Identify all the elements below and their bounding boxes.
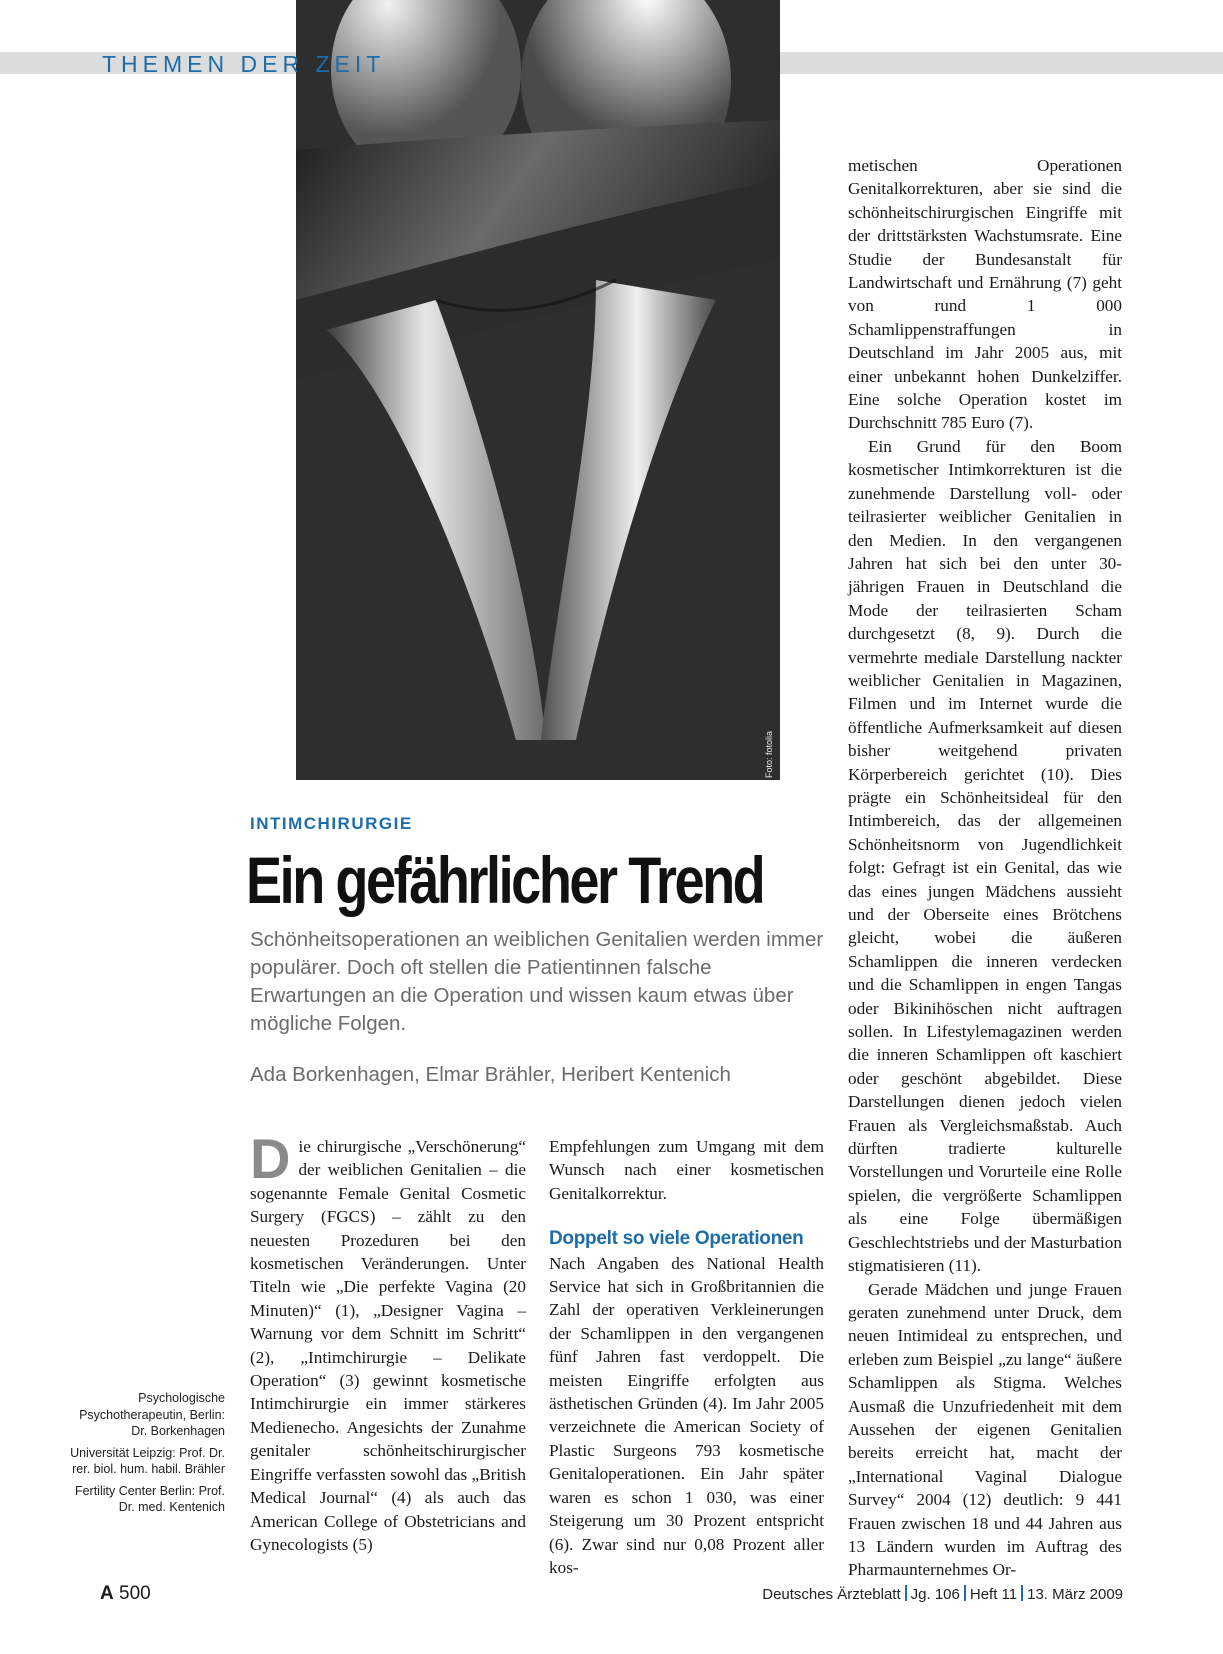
subheading: Doppelt so viele Operationen (549, 1228, 804, 1250)
affiliation: Fertility Center Berlin: Prof. Dr. med. Kentenich (74, 1483, 225, 1514)
article-authors: Ada Borkenhagen, Elmar Brähler, Heribert Kentenich (250, 1063, 731, 1086)
separator (1021, 1585, 1023, 1601)
intro-text: ie chirurgische „Verschönerung“ der weiblichen Genitalien – die sogenannte Female Genital Cosmetic Surgery (FGCS) – zählt zu den neuesten Prozeduren bei den kosmetischen Veränderungen. Unter Titeln wie „Die perfekte Vagina (20 Minuten)“ (1), „Designer Vagina – Warnung vor dem Schnitt im Schritt“ (2), „Intimchirurgie – Delikate Operation“ (3) gewinnt kosmetische Intimchirurgie ein immer stärkeres Medienecho. Angesichts der Zunahme genitaler schönheitschirurgischer Eingriffe verfassten sowohl das „British Medical Journal“ (4) als auch das American College of Obstetricians and Gynecologists (5) (250, 1137, 526, 1554)
article-lead: Schönheitsoperationen an weiblichen Genitalien werden immer populärer. Doch oft stellen die Patientinnen falsche Erwartungen an die Operation und wissen kaum etwas über mögliche Folgen. (250, 928, 824, 1035)
journal-name: Deutsches Ärzteblatt (762, 1586, 901, 1603)
issue-date: 13. März 2009 (1027, 1586, 1123, 1603)
page-number-value: 500 (119, 1583, 151, 1604)
paragraph: Gerade Mädchen und junge Frauen geraten zunehmend unter Druck, dem neuen Intimideal zu entsprechen, und erleben zum Beispiel „zu lange“ äußere Schamlippen als Stigma. Welches Ausmaß die Unzufriedenheit mit dem Aussehen der eigenen Genitalien bereits erreicht hat, macht der „International Vaginal Dialogue Survey“ 2004 (12) deutlich: 9 441 Frauen zwischen 18 und 44 Jahren aus 13 Ländern wurden im Auftrag des Pharmaunternehmes Or- (848, 1279, 1122, 1580)
drop-cap: D (250, 1127, 291, 1190)
article-kicker: INTIMCHIRURGIE (250, 814, 413, 833)
article-title: Ein gefährlicher Trend (246, 843, 764, 917)
issue: Heft 11 (969, 1586, 1018, 1603)
photo-illustration (296, 0, 780, 780)
text-column-3 (848, 154, 1122, 1582)
affiliation: Psychologische Psychotherapeutin, Berlin: Dr. Borkenhagen (79, 1391, 225, 1438)
section-label: THEMEN DER ZEIT (102, 51, 386, 77)
text-column-1 (250, 1127, 526, 1556)
affiliation: Universität Leipzig: Prof. Dr. rer. biol. hum. habil. Brähler (70, 1445, 225, 1476)
text-column-2 (549, 1135, 824, 1579)
separator (905, 1585, 907, 1601)
photo-credit: Foto: fotolia (764, 730, 774, 778)
volume: Jg. 106 (910, 1586, 960, 1603)
paragraph: Ein Grund für den Boom kosmetischer Intimkorrekturen ist die zunehmende Darstellung voll- oder teilrasierter weiblicher Genitalien in den Medien. In den vergangenen Jahren hat sich bei den unter 30-jährigen Frauen in Deutschland die Mode der teilrasierten Scham durchgesetzt (8, 9). Durch die vermehrte mediale Darstellung nackter weiblicher Genitalien in Magazinen, Filmen und im Internet wurde die öffentliche Aufmerksamkeit auf diesen bisher weitgehend privaten Körperbereich gerichtet (10). Dies prägte ein Schönheitsideal für den Intimbereich, das der allgemeinen Schönheitsnorm von Jugendlichkeit folgt: Gefragt ist ein Genital, das wie das eines jungen Mädchens aussieht und der Oberseite eines Brötchens gleicht, wobei die äußeren Schamlippen die inneren verdecken und die Schamlippen in engen Tangas oder Bikinihöschen nicht auftragen sollen. In Lifestylemagazinen werden die inneren Schamlippen oft kaschiert oder geschönt abgebildet. Diese Darstellungen dienen jedoch vielen Frauen als Vergleichsmaßstab. Auch dürften tradierte kulturelle Vorstellungen und Vorurteile eine Rolle spielen, die vergrößerte Schamlippen als eine Folge übermäßigen Geschlechtstriebs und der Masturbation stigmatisieren (11). (848, 436, 1122, 1276)
page-number (100, 1583, 151, 1605)
header-bar-right (780, 52, 1223, 74)
article-photo (296, 0, 780, 780)
page-prefix: A (100, 1583, 114, 1604)
author-affiliations (65, 1390, 225, 1521)
intro-paragraph (250, 1127, 526, 1556)
paragraph: Nach Angaben des National Health Service hat sich in Großbritannien die Zahl der operativen Verkleinerungen der Schamlippen in den vergangenen fünf Jahren fast verdoppelt. Die meisten Eingriffe erfolgten aus ästhetischen Gründen (4). Im Jahr 2005 verzeichnete die American Society of Plastic Surgeons 793 kosmetische Genitaloperationen. Ein Jahr später waren es schon 1 030, was einer Steigerung um 30 Prozent entspricht (6). Zwar sind nur 0,08 Prozent aller kos- (549, 1253, 824, 1577)
paragraph: metischen Operationen Genitalkorrekturen, aber sie sind die schönheitschirurgischen Eingriffe mit der drittstärksten Wachstumsrate. Eine Studie der Bundesanstalt für Landwirtschaft und Ernährung (7) geht von rund 1 000 Schamlippenstraffungen in Deutschland im Jahr 2005 aus, mit einer unbekannt hohen Dunkelziffer. Eine solche Operation kostet im Durchschnitt 785 Euro (7). (848, 156, 1122, 433)
separator (964, 1585, 966, 1601)
paragraph: Empfehlungen zum Umgang mit dem Wunsch nach einer kosmetischen Genitalkorrektur. (549, 1137, 824, 1203)
footer-citation (762, 1585, 1123, 1603)
